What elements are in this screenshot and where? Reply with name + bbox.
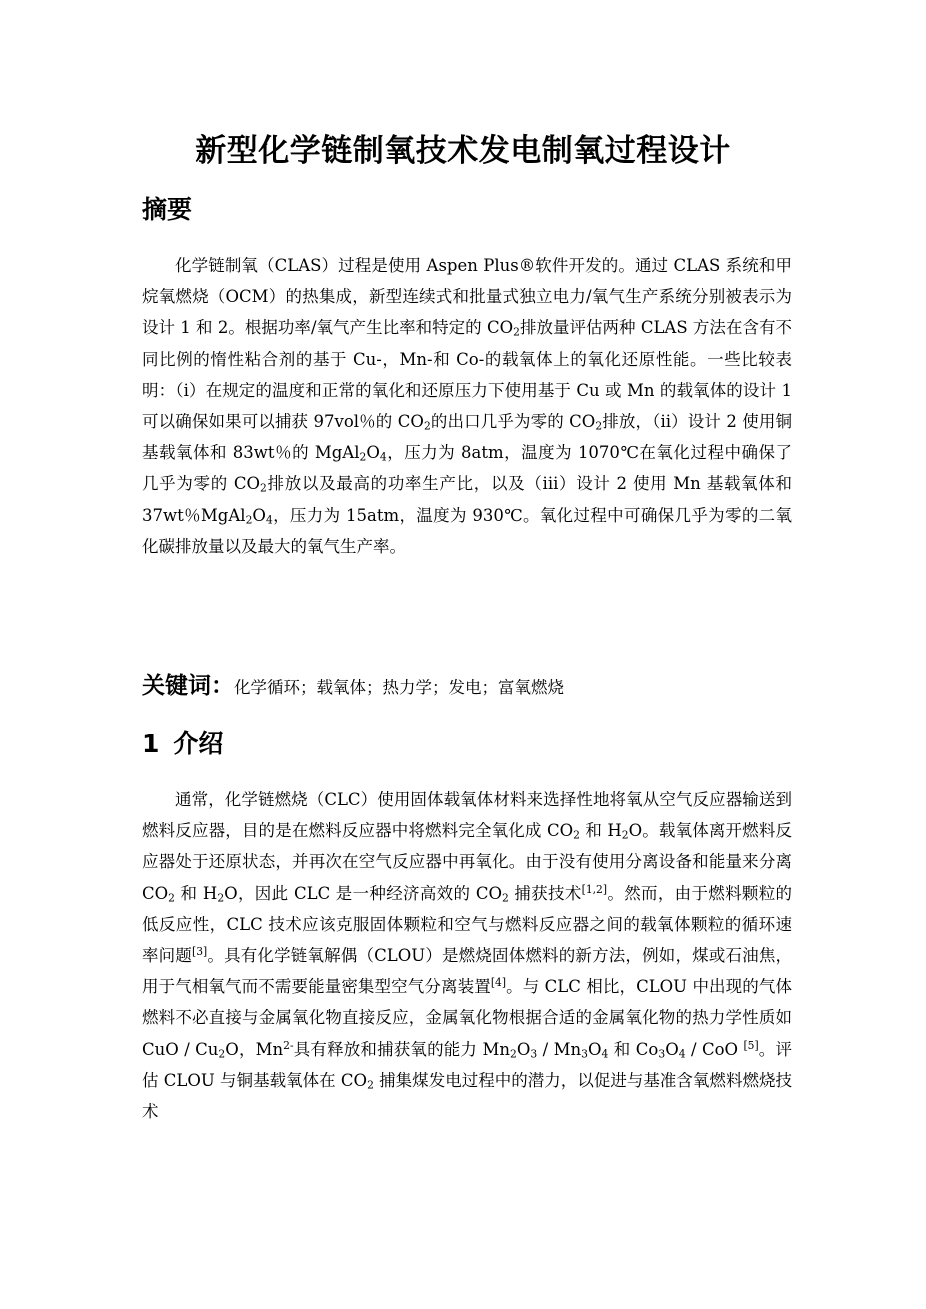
text-run: 。具有化学链氧解偶（CLOU）是燃烧固体燃料的新方法，例如，煤或石油焦，用于气相氧气而不需要能量密集型空气分离装置 bbox=[142, 946, 793, 997]
text-run: 。然而，由于燃料颗粒的低反应性，CLC 技术应该克服固体颗粒和空气与燃料反应器之间的载氧体颗粒的循环速率问题 bbox=[142, 883, 793, 966]
text-run: 化学链制氧（CLAS）过程是使用 Aspen Plus®软件开发的。通过 CLAS 系统和甲烷氧燃烧（OCM）的热集成，新型连续式和批量式独立电力/氧气生产系统分别被表示为设计 1 和 2。根据功率/氧气产生比率和特定的 CO bbox=[142, 256, 792, 338]
text-run: ，压力为 15atm，温度为 930℃。氧化过程中可确保几乎为零的二氧化碳排放量以及最大的氧气生产率。 bbox=[142, 505, 792, 556]
subscript: 2 bbox=[423, 419, 431, 433]
superscript: [3] bbox=[192, 945, 208, 959]
intro-heading bbox=[142, 726, 223, 762]
text-run: 排放量评估两种 CLAS 方法在含有不同比例的惰性粘合剂的基于 Cu-，Mn-和 Co-的载氧体上的氧化还原性能。一些比较表明：（i）在规定的温度和正常的氧化和还原压力下使用基于 Cu 或 Mn 的载氧体的设计 1 可以确保如果可以捕获 97vol％的 CO bbox=[142, 318, 792, 432]
subscript: 2 bbox=[513, 326, 520, 340]
subscript: 3 bbox=[581, 1047, 588, 1061]
subscript: 3 bbox=[658, 1047, 666, 1061]
subscript: 2 bbox=[245, 513, 253, 527]
text-run: 排放以及最高的功率生产比，以及（iii）设计 2 使用 Mn 基载氧体和 37wt％MgAl bbox=[142, 474, 792, 525]
keywords-line bbox=[142, 666, 792, 708]
abstract-heading: 摘要 bbox=[142, 195, 193, 224]
subscript: 2 bbox=[595, 419, 603, 433]
subscript: 2 bbox=[168, 891, 175, 905]
text-run: O bbox=[516, 1039, 531, 1059]
subscript: 2 bbox=[501, 891, 509, 905]
text-run: / Mn bbox=[537, 1039, 582, 1059]
text-run: 排放，（ii）设计 2 使用铜基载氧体和 83wt％的 MgAl bbox=[142, 412, 792, 463]
text-run: O bbox=[252, 505, 266, 525]
subscript: 4 bbox=[265, 513, 273, 527]
text-run: O，因此 CLC 是一种经济高效的 CO bbox=[224, 883, 502, 903]
text-run: 和 H bbox=[579, 821, 622, 841]
text-run: O bbox=[366, 443, 380, 463]
text-run: O bbox=[587, 1039, 602, 1059]
superscript: [4] bbox=[490, 976, 506, 990]
text-run: 通常，化学链燃烧（CLC）使用固体载氧体材料来选择性地将氧从空气反应器输送到燃料反应器，目的是在燃料反应器中将燃料完全氧化成 CO bbox=[142, 790, 792, 841]
superscript: 2- bbox=[283, 1038, 294, 1052]
keywords-text: 化学循环；载氧体；热力学；发电；富氧燃烧 bbox=[234, 678, 564, 697]
text-run: 的出口几乎为零的 CO bbox=[430, 412, 596, 432]
keywords-label: 关键词： bbox=[142, 673, 234, 699]
subscript: 3 bbox=[530, 1047, 538, 1061]
text-run: 。与 CLC 相比，CLOU 中出现的气体燃料不必直接与金属氧化物直接反应，金属氧化物根据合适的金属氧化物的热力学性质如 CuO / Cu bbox=[142, 977, 792, 1059]
text-run: 和 Co bbox=[608, 1039, 659, 1059]
subscript: 2 bbox=[621, 828, 629, 842]
text-run: ，压力为 8atm，温度为 1070℃在氧化过程中确保了几乎为零的 CO bbox=[142, 443, 793, 494]
section-number: 1 bbox=[142, 729, 160, 758]
text-run: 和 H bbox=[174, 883, 218, 903]
text-run: O，Mn bbox=[225, 1039, 284, 1059]
text-run: 捕获技术 bbox=[508, 883, 582, 903]
subscript: 4 bbox=[379, 450, 387, 464]
text-run: O。载氧体离开燃料反应器处于还原状态，并再次在空气反应器中再氧化。由于没有使用分离设备和能量来分离 CO bbox=[142, 821, 792, 903]
subscript: 2 bbox=[367, 1078, 374, 1092]
text-run: 。评估 CLOU 与铜基载氧体在 CO bbox=[142, 1039, 792, 1090]
subscript: 2 bbox=[359, 450, 367, 464]
text-run: O bbox=[665, 1039, 679, 1059]
intro-paragraph bbox=[142, 784, 792, 1127]
text-run: / CoO bbox=[685, 1039, 744, 1059]
superscript: [1,2] bbox=[581, 882, 608, 896]
text-run: 具有释放和捕获氧的能力 Mn bbox=[293, 1039, 511, 1059]
subscript: 2 bbox=[218, 1047, 226, 1061]
text-run: 捕集煤发电过程中的潜力，以促进与基准含氧燃料燃烧技术 bbox=[142, 1070, 792, 1122]
subscript: 2 bbox=[510, 1047, 517, 1061]
superscript: [5] bbox=[743, 1038, 759, 1052]
document-title: 新型化学链制氧技术发电制氧过程设计 bbox=[195, 133, 731, 169]
subscript: 2 bbox=[217, 891, 225, 905]
section-title: 介绍 bbox=[173, 729, 224, 758]
subscript: 4 bbox=[601, 1047, 609, 1061]
subscript: 2 bbox=[260, 482, 267, 496]
subscript: 2 bbox=[573, 828, 580, 842]
abstract-paragraph bbox=[142, 250, 792, 562]
subscript: 4 bbox=[678, 1047, 686, 1061]
